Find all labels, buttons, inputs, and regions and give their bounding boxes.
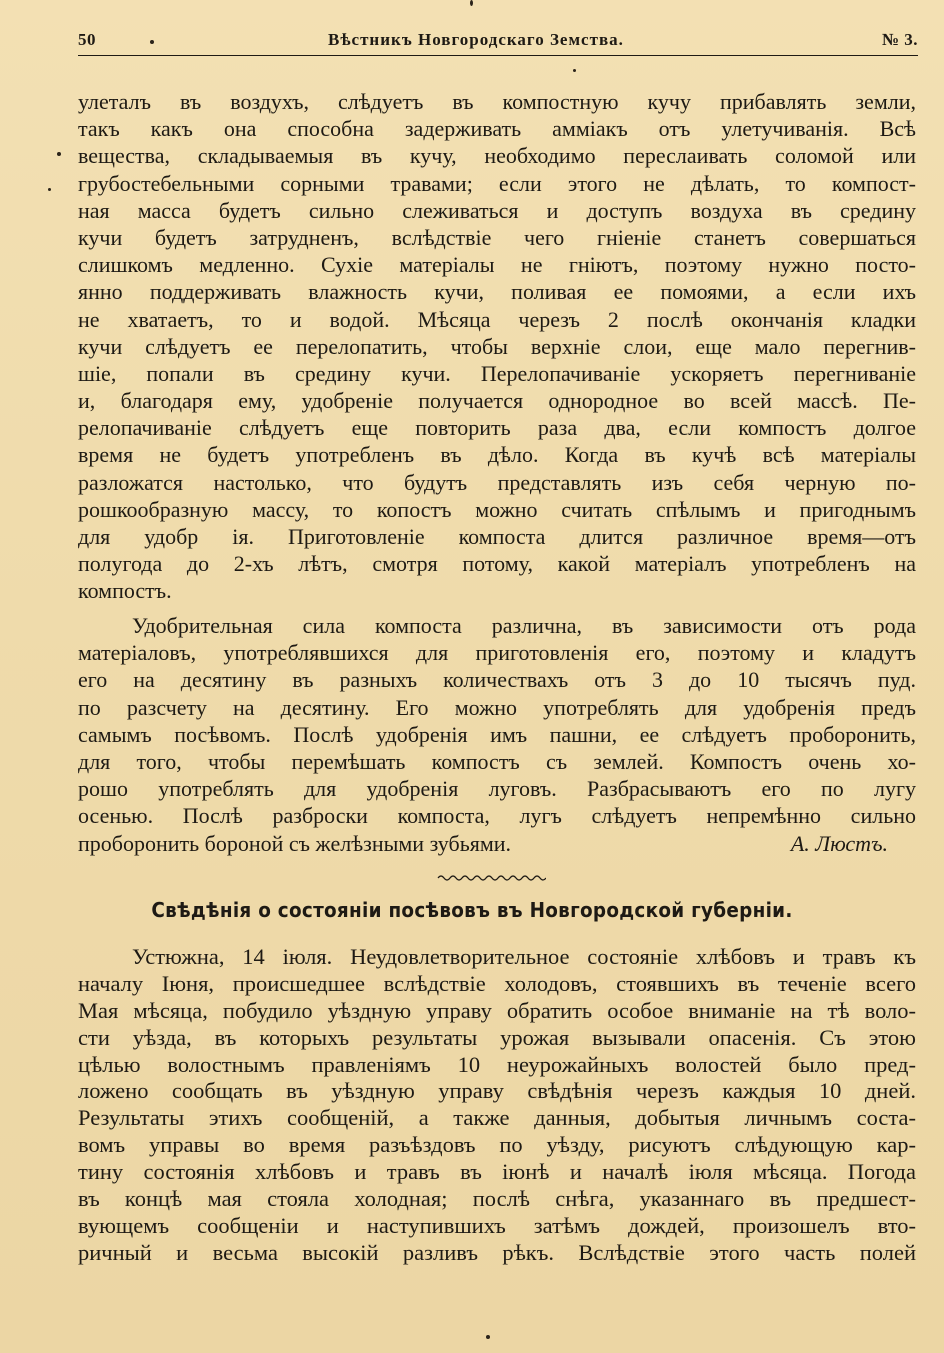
text-line: ложено сообщать въ уѣздную управу свѣдѣнія черезъ каждыя 10 дней. <box>78 1078 916 1104</box>
text-line: цѣлью волостнымъ правленіямъ 10 неурожайныхъ волостей было пред- <box>78 1051 916 1077</box>
header-rule <box>78 55 918 56</box>
text-line: время не будетъ употребленъ въ дѣло. Когда въ кучѣ всѣ матеріалы <box>78 442 916 468</box>
text-line: Мая мѣсяца, побудило уѣздную управу обратить особое вниманіе на тѣ воло- <box>78 997 916 1023</box>
text-line: шіе, попали въ средину кучи. Перелопачиваніе ускоряетъ перегниваніе <box>78 360 916 386</box>
text-line: для удобр ія. Приготовленіе компоста длится различное время—отъ <box>78 524 916 549</box>
page-number: 50 <box>78 30 96 49</box>
text-line: Устюжна, 14 іюля. Неудовлетворительное состояніе хлѣбовъ и травъ къ <box>132 944 916 969</box>
text-line: ричный и весьма высокій разливъ рѣкъ. Вслѣдствіе этого часть полей <box>78 1239 916 1265</box>
text-line: полугода до 2-хъ лѣтъ, смотря потому, какой матеріалъ употребленъ на <box>78 551 916 577</box>
text-line: не хватаетъ, то и водой. Мѣсяца черезъ 2 послѣ окончанія кладки <box>78 306 916 332</box>
text-line: вующемъ сообщеніи и наступившихъ затѣмъ дождей, произошелъ вто- <box>78 1212 916 1238</box>
text-line: осенью. Послѣ разброски компоста, лугъ слѣдуетъ непремѣнно сильно <box>78 803 916 829</box>
text-line: его на десятину въ разныхъ количествахъ отъ 3 до 10 тысячъ пуд. <box>78 667 916 693</box>
ink-speck <box>150 40 154 44</box>
text-line: янно поддерживать влажность кучи, поливая ее помоями, а если ихъ <box>78 279 916 305</box>
ink-speck <box>48 188 51 191</box>
text-line: кучи слѣдуетъ ее перелопатить, чтобы верхніе слои, еще мало перегнив- <box>78 333 916 359</box>
text-line: компостъ. <box>78 578 172 604</box>
journal-title: Вѣстникъ Новгородскаго Земства. <box>328 30 624 49</box>
wavy-divider <box>436 873 546 881</box>
text-line: сти уѣзда, въ которыхъ результаты урожая вызывали опасенія. Съ этою <box>78 1024 916 1050</box>
text-line: рошо употреблять для удобренія луговъ. Разбрасываютъ его по лугу <box>78 776 916 802</box>
text-line: самымъ посѣвомъ. Послѣ удобренія имъ пашни, ее слѣдуетъ проборонить, <box>78 721 916 747</box>
text-line: матеріаловъ, употреблявшихся для приготовленія его, поэтому и кладутъ <box>78 640 916 666</box>
text-line: вещества, складываемыя въ кучу, необходимо переслаивать соломой или <box>78 143 916 169</box>
text-line: ная масса будетъ сильно слеживаться и доступъ воздуха въ средину <box>78 197 916 223</box>
ink-speck <box>486 1335 490 1339</box>
running-header <box>78 30 918 56</box>
text-line: проборонить бороной съ желѣзными зубьями. <box>78 830 512 856</box>
paragraph-ustyuzhna-report <box>78 944 916 1267</box>
author-signature: А. Люстъ. <box>790 830 888 856</box>
final-line-with-signature <box>78 830 916 857</box>
text-line: тину состоянія хлѣбовъ и травъ въ іюнѣ и началѣ іюля мѣсяца. Погода <box>78 1159 916 1185</box>
section-heading: Свѣдѣнія о состояніи посѣвовъ въ Новгородской губерніи. <box>151 898 793 922</box>
text-line: по разсчету на десятину. Его можно употреблять для удобренія предъ <box>78 694 916 720</box>
ink-speck <box>57 152 61 156</box>
paragraph-compost-care <box>78 88 916 605</box>
text-line: релопачиваніе слѣдуетъ еще повторить раза два, если компостъ долгое <box>78 415 916 441</box>
issue-number: № 3. <box>881 30 918 49</box>
text-line: и, благодаря ему, удобреніе получается однородное во всей массѣ. Пе- <box>78 388 916 414</box>
text-line: для того, чтобы перемѣшать компостъ съ землей. Компостъ очень хо- <box>78 748 916 774</box>
text-line: улеталъ въ воздухъ, слѣдуетъ въ компостную кучу прибавлять земли, <box>78 89 916 114</box>
ink-speck <box>470 0 473 6</box>
text-line: разложатся настолько, что будутъ представлять изъ себя черную по- <box>78 469 916 495</box>
text-line: Результаты этихъ сообщеній, а также данныя, добытыя личнымъ соста- <box>78 1105 916 1131</box>
text-line: кучи будетъ затрудненъ, вслѣдствіе чего гніеніе станетъ совершаться <box>78 224 916 250</box>
text-line: такъ какъ она способна задерживать амміакъ отъ улетучиванія. Всѣ <box>78 116 916 142</box>
ink-speck <box>573 69 576 72</box>
paragraph-compost-strength <box>78 612 916 857</box>
text-line: рошкообразную массу, то копостъ можно считать спѣлымъ и пригоднымъ <box>78 496 916 522</box>
text-line: вомъ управы во время разъѣздовъ по уѣзду, рисуютъ слѣдующую кар- <box>78 1132 916 1158</box>
text-line: Удобрительная сила компоста различна, въ зависимости отъ рода <box>132 613 916 638</box>
text-line: началу Іюня, происшедшее вслѣдствіе холодовъ, стоявшихъ въ теченіе всего <box>78 970 916 996</box>
text-line: слишкомъ медленно. Сухіе матеріалы не гніютъ, поэтому нужно посто- <box>78 252 916 278</box>
text-line: грубостебельными сорными травами; если этого не дѣлать, то компост- <box>78 170 916 196</box>
text-line: въ концѣ мая стояла холодная; послѣ снѣга, указаннаго въ предшест- <box>78 1186 916 1212</box>
